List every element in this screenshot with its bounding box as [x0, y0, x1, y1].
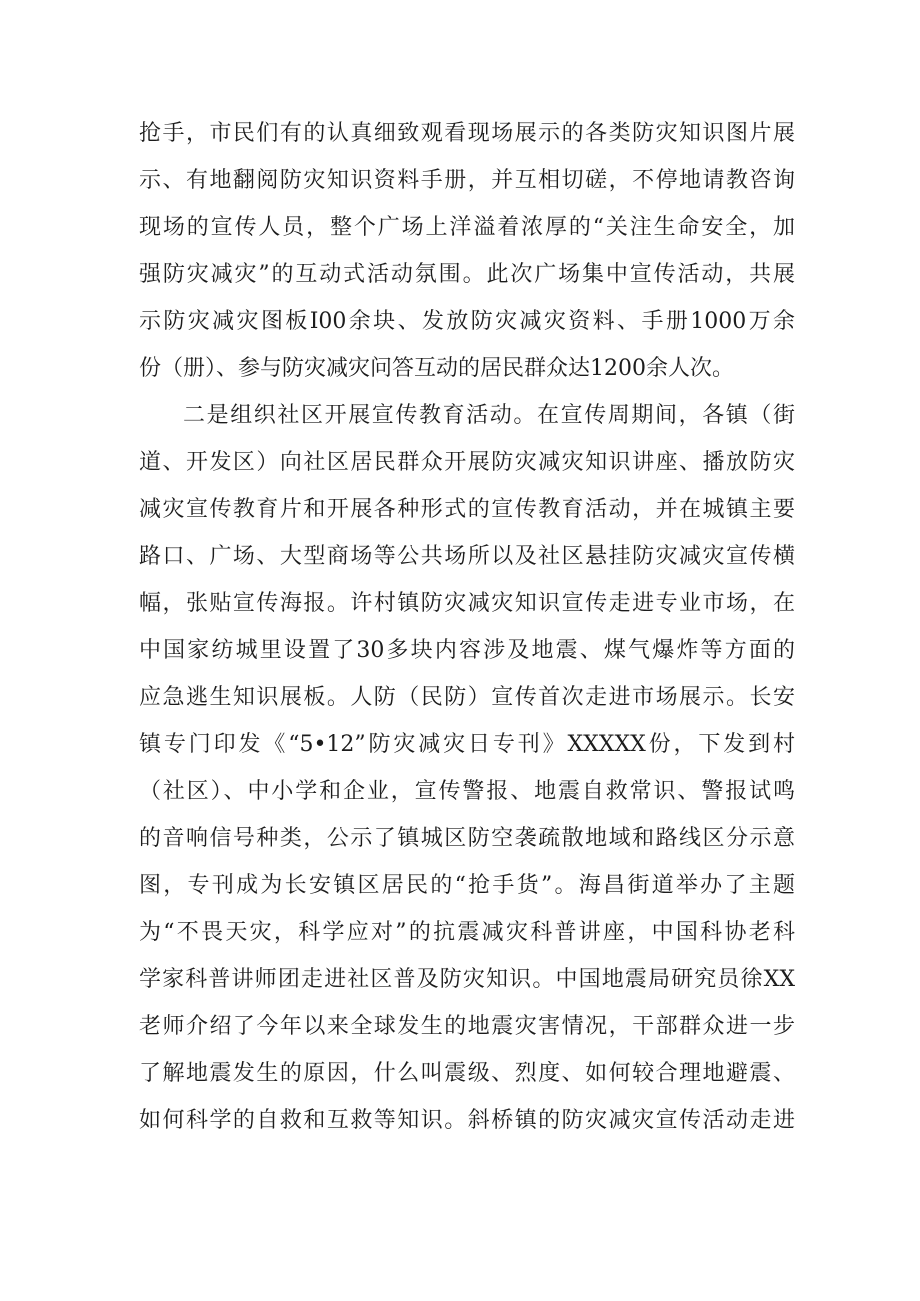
text-line: 示、有地翻阅防灾知识资料手册，并互相切磋，不停地请教咨询	[139, 168, 795, 193]
text-line: 应急逃生知识展板。人防（民防）宣传首次走进市场展示。长安	[139, 685, 795, 710]
text-line: 份（册）、参与防灾减灾问答互动的居民群众达1200余人次。	[139, 356, 734, 381]
text-line: （社区）、中小学和企业，宣传警报、地震自救常识、警报试鸣	[139, 779, 795, 804]
text-line: 如何科学的自救和互救等知识。斜桥镇的防灾减灾宣传活动走进	[139, 1108, 795, 1133]
text-line: 强防灾减灾”的互动式活动氛围。此次广场集中宣传活动，共展	[139, 262, 795, 287]
body-text	[139, 110, 795, 1144]
text-line: 为“不畏天灾，科学应对”的抗震减灾科普讲座，中国科协老科	[139, 920, 795, 945]
text-line: 学家科普讲师团走进社区普及防灾知识。中国地震局研究员徐XX	[139, 967, 795, 992]
paragraph-2	[139, 392, 795, 1144]
text-line: 老师介绍了今年以来全球发生的地震灾害情况，干部群众进一步	[139, 1014, 795, 1039]
text-line: 示防灾减灾图板I00余块、发放防灾减灾资料、手册1000万余	[139, 309, 795, 334]
text-line: 镇专门印发《“5•12”防灾减灾日专刊》XXXXX份，下发到村	[139, 732, 795, 757]
paragraph-1	[139, 110, 795, 392]
text-line: 现场的宣传人员，整个广场上洋溢着浓厚的“关注生命安全，加	[139, 215, 795, 240]
text-line: 二是组织社区开展宣传教育活动。在宣传周期间，各镇（街	[183, 403, 795, 428]
text-line: 的音响信号种类，公示了镇城区防空袭疏散地域和路线区分示意	[139, 826, 795, 851]
text-line: 路口、广场、大型商场等公共场所以及社区悬挂防灾减灾宣传横	[139, 544, 795, 569]
text-line: 幅，张贴宣传海报。许村镇防灾减灾知识宣传走进专业市场，在	[139, 591, 795, 616]
text-line: 抢手，市民们有的认真细致观看现场展示的各类防灾知识图片展	[139, 121, 795, 146]
text-line: 道、开发区）向社区居民群众开展防灾减灾知识讲座、播放防灾	[139, 450, 795, 475]
text-line: 减灾宣传教育片和开展各种形式的宣传教育活动，并在城镇主要	[139, 497, 795, 522]
text-line: 图，专刊成为长安镇区居民的“抢手货”。海昌街道举办了主题	[139, 873, 795, 898]
text-line: 中国家纺城里设置了30多块内容涉及地震、煤气爆炸等方面的	[139, 638, 795, 663]
text-line: 了解地震发生的原因，什么叫震级、烈度、如何较合理地避震、	[139, 1061, 795, 1086]
